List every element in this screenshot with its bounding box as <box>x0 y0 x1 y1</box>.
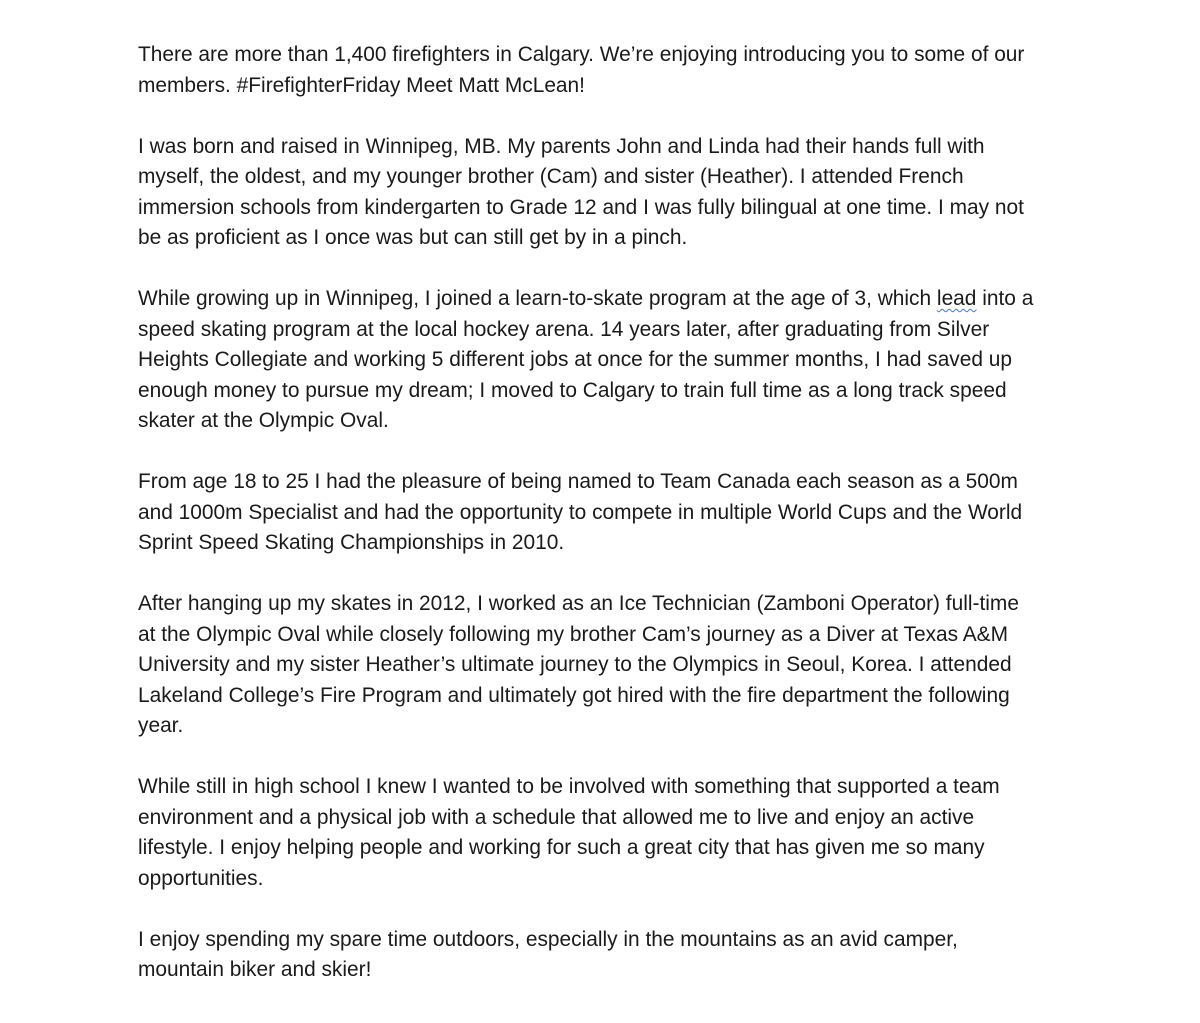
paragraph-upbringing <box>138 132 1148 254</box>
text-line <box>138 284 1148 315</box>
paragraph-motivation <box>138 772 1148 894</box>
text-line: While still in high school I knew I wanted to be involved with something that supported a team <box>138 775 1000 798</box>
text-line: lifestyle. I enjoy helping people and working for such a great city that has given me so many <box>138 836 985 859</box>
text-line: After hanging up my skates in 2012, I worked as an Ice Technician (Zamboni Operator) full-time <box>138 592 1019 615</box>
text-segment: While growing up in Winnipeg, I joined a learn-to-skate program at the age of 3, which <box>138 287 937 310</box>
paragraph-skating <box>138 284 1148 437</box>
text-line: year. <box>138 714 184 737</box>
text-line: immersion schools from kindergarten to Grade 12 and I was fully bilingual at one time. I may not <box>138 195 1024 219</box>
text-line: I was born and raised in Winnipeg, MB. My parents John and Linda had their hands full with <box>138 134 985 158</box>
text-line: Lakeland College’s Fire Program and ultimately got hired with the fire department the following <box>138 683 1010 707</box>
text-line: and 1000m Specialist and had the opportunity to compete in multiple World Cups and the World <box>138 500 1023 524</box>
text-line: at the Olympic Oval while closely following my brother Cam’s journey as a Diver at Texas A&M <box>138 622 1009 646</box>
text-line: members. #FirefighterFriday Meet Matt McLean! <box>138 73 585 97</box>
text-line: Sprint Speed Skating Championships in 2010. <box>138 531 565 554</box>
text-line: Heights Collegiate and working 5 different jobs at once for the summer months, I had saved up <box>138 348 1013 371</box>
text-line: be as proficient as I once was but can still get by in a pinch. <box>138 226 688 249</box>
document-body <box>138 40 1148 1016</box>
text-line: myself, the oldest, and my younger brother (Cam) and sister (Heather). I attended French <box>138 165 964 188</box>
text-line: There are more than 1,400 firefighters in Calgary. We’re enjoying introducing you to some of our <box>138 43 1025 66</box>
paragraph-team-canada <box>138 467 1148 559</box>
paragraph-career <box>138 589 1148 742</box>
text-line: I enjoy spending my spare time outdoors, especially in the mountains as an avid camper, <box>138 927 958 951</box>
spellcheck-flagged-word[interactable]: lead <box>936 287 977 310</box>
text-line: environment and a physical job with a schedule that allowed me to live and enjoy an active <box>138 805 975 829</box>
text-line: mountain biker and skier! <box>138 958 372 981</box>
text-segment: into a <box>976 287 1034 310</box>
paragraph-intro <box>138 40 1148 101</box>
text-line: skater at the Olympic Oval. <box>138 409 389 432</box>
text-line: speed skating program at the local hockey arena. 14 years later, after graduating from Silver <box>138 317 990 341</box>
text-line: University and my sister Heather’s ultimate journey to the Olympics in Seoul, Korea. I attended <box>138 653 1012 676</box>
text-line: From age 18 to 25 I had the pleasure of being named to Team Canada each season as a 500m <box>138 470 1018 493</box>
text-line: enough money to pursue my dream; I moved to Calgary to train full time as a long track speed <box>138 378 1007 402</box>
text-line: opportunities. <box>138 866 264 890</box>
paragraph-hobbies <box>138 925 1148 986</box>
